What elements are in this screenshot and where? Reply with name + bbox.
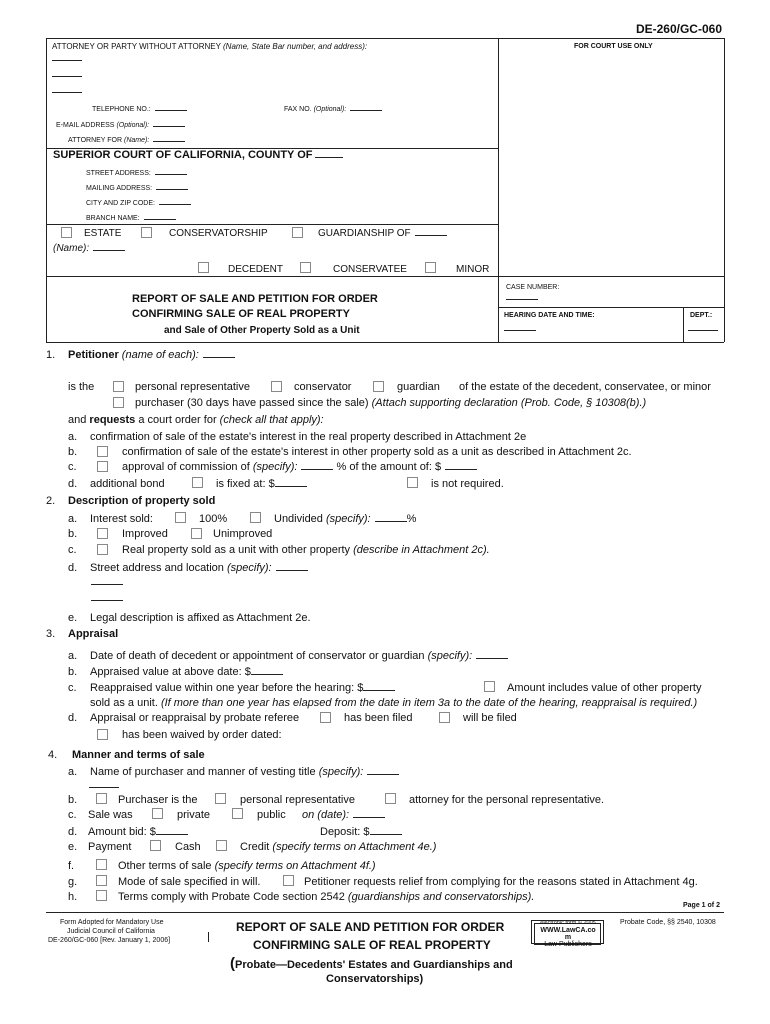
footer-probate-code: Probate Code, §§ 2540, 10308 bbox=[620, 919, 716, 926]
s1-d-not-checkbox[interactable] bbox=[407, 477, 418, 488]
court-use-label: FOR COURT USE ONLY bbox=[574, 43, 653, 50]
s1-conservator-label: conservator bbox=[294, 381, 352, 393]
form-title-line1: REPORT OF SALE AND PETITION FOR ORDER bbox=[132, 293, 378, 305]
city-zip-field[interactable]: CITY AND ZIP CODE: bbox=[86, 197, 191, 207]
s1-b-text: confirmation of sale of the estate's interest in other property sold as a unit as described in Attachment 2c. bbox=[122, 446, 632, 458]
s2-number: 2. bbox=[46, 495, 56, 507]
s4-b-text: Purchaser is the bbox=[118, 794, 198, 806]
s4-h-letter: h. bbox=[68, 891, 78, 903]
s2-improved-checkbox[interactable] bbox=[97, 528, 108, 539]
s4-g-checkbox[interactable] bbox=[96, 875, 107, 886]
s4-g-relief-checkbox[interactable] bbox=[283, 875, 294, 886]
s2-100-label: 100% bbox=[199, 513, 228, 525]
s4-b-attorney-checkbox[interactable] bbox=[385, 793, 396, 804]
case-number-label: CASE NUMBER: bbox=[506, 284, 560, 291]
s4-a-letter: a. bbox=[68, 766, 78, 778]
s1-petitioner-field[interactable]: Petitioner (name of each): bbox=[68, 349, 235, 361]
footer-title-line1: REPORT OF SALE AND PETITION FOR ORDER bbox=[236, 920, 505, 934]
form-title-line3: and Sale of Other Property Sold as a Unit bbox=[164, 325, 360, 336]
s4-e-cash-checkbox[interactable] bbox=[150, 840, 161, 851]
s2-e-text: Legal description is affixed as Attachment 2e. bbox=[90, 612, 311, 624]
s1-pr-checkbox[interactable] bbox=[113, 381, 124, 392]
s4-e-credit-label: Credit (specify terms on Attachment 4e.) bbox=[240, 841, 437, 853]
s2-undivided-field[interactable]: Undivided (specify): % bbox=[274, 513, 417, 525]
branch-name-field[interactable]: BRANCH NAME: bbox=[86, 212, 176, 222]
s4-d-letter: d. bbox=[68, 826, 78, 838]
decedent-checkbox[interactable] bbox=[198, 262, 209, 273]
attorney-for-field[interactable]: ATTORNEY FOR (Name): bbox=[68, 134, 185, 144]
court-title: SUPERIOR COURT OF CALIFORNIA, COUNTY OF bbox=[53, 149, 343, 161]
s4-c-text: Sale was bbox=[88, 809, 133, 821]
s3-c-note: sold as a unit. (If more than one year has elapsed from the date in item 3a to the date of the hearing, reappraisal is required.) bbox=[90, 697, 698, 709]
s3-d-will-checkbox[interactable] bbox=[439, 712, 450, 723]
s2-a-letter: a. bbox=[68, 513, 78, 525]
s3-b-letter: b. bbox=[68, 666, 78, 678]
s1-is-the: is the bbox=[68, 381, 95, 393]
s1-d-text: additional bond bbox=[90, 478, 165, 490]
s1-c-commission-field[interactable]: approval of commission of (specify): % of the amount of: $ bbox=[122, 461, 477, 473]
s4-g-letter: g. bbox=[68, 876, 78, 888]
s1-d-letter: d. bbox=[68, 478, 78, 490]
attorney-line-3[interactable] bbox=[52, 92, 82, 93]
form-number: DE-260/GC-060 bbox=[635, 22, 722, 36]
s3-c-field[interactable]: Reappraised value within one year before the hearing: $ bbox=[90, 682, 395, 694]
s3-d-waived-checkbox[interactable] bbox=[97, 729, 108, 740]
footer-title-line4: Conservatorships) bbox=[326, 973, 424, 985]
s4-b-pr-label: personal representative bbox=[240, 794, 355, 806]
s4-e-credit-checkbox[interactable] bbox=[216, 840, 227, 851]
guardianship-checkbox[interactable] bbox=[292, 227, 303, 238]
email-field[interactable]: E-MAIL ADDRESS (Optional): bbox=[56, 119, 185, 129]
s3-d-waived-label: has been waived by order dated: bbox=[122, 729, 282, 741]
s2-e-letter: e. bbox=[68, 612, 78, 624]
s1-of-estate: of the estate of the decedent, conservatee, or minor bbox=[459, 381, 711, 393]
s4-d-deposit-field[interactable]: Deposit: $ bbox=[320, 826, 402, 838]
s1-c-letter: c. bbox=[68, 461, 77, 473]
guardianship-label: GUARDIANSHIP OF bbox=[318, 228, 447, 239]
s3-c-includes-label: Amount includes value of other property bbox=[507, 682, 702, 694]
s2-b-letter: b. bbox=[68, 528, 78, 540]
conservatee-label: CONSERVATEE bbox=[333, 264, 407, 275]
mailing-address-field[interactable]: MAILING ADDRESS: bbox=[86, 182, 188, 192]
conservatorship-label: CONSERVATORSHIP bbox=[169, 228, 268, 239]
s3-c-letter: c. bbox=[68, 682, 77, 694]
s3-d-filed-label: has been filed bbox=[344, 712, 413, 724]
caption-bottom-border bbox=[46, 276, 724, 277]
s4-b-checkbox[interactable] bbox=[96, 793, 107, 804]
header-top-border bbox=[46, 38, 724, 39]
s2-d-letter: d. bbox=[68, 562, 78, 574]
s1-purchaser-checkbox[interactable] bbox=[113, 397, 124, 408]
estate-label: ESTATE bbox=[84, 228, 122, 239]
s2-d-line-2[interactable] bbox=[91, 584, 123, 585]
name-field[interactable]: (Name): bbox=[53, 243, 125, 254]
s2-undivided-checkbox[interactable] bbox=[250, 512, 261, 523]
s3-d-text: Appraisal or reappraisal by probate referee bbox=[90, 712, 300, 724]
s4-e-cash-label: Cash bbox=[175, 841, 201, 853]
case-number-input[interactable] bbox=[506, 299, 538, 300]
street-address-field[interactable]: STREET ADDRESS: bbox=[86, 167, 187, 177]
conservatee-checkbox[interactable] bbox=[300, 262, 311, 273]
attorney-label: ATTORNEY OR PARTY WITHOUT ATTORNEY (Name, State Bar number, and address): bbox=[52, 42, 368, 51]
s4-a-field[interactable]: Name of purchaser and manner of vesting title (specify): bbox=[90, 766, 399, 778]
case-number-bottom-border bbox=[498, 307, 724, 308]
s4-title: Manner and terms of sale bbox=[72, 749, 205, 761]
footer-top-border bbox=[46, 912, 724, 913]
conservatorship-checkbox[interactable] bbox=[141, 227, 152, 238]
s3-a-letter: a. bbox=[68, 650, 78, 662]
s4-e-text: Payment bbox=[88, 841, 132, 853]
s2-unimproved-label: Unimproved bbox=[213, 528, 273, 540]
s1-requests-line: and requests a court order for (check all that apply): bbox=[68, 414, 324, 426]
s3-title: Appraisal bbox=[68, 628, 119, 640]
s1-guardian-label: guardian bbox=[397, 381, 440, 393]
s1-guardian-checkbox[interactable] bbox=[373, 381, 384, 392]
form-title-line2: CONFIRMING SALE OF REAL PROPERTY bbox=[132, 308, 350, 320]
s4-f-text: Other terms of sale (specify terms on Attachment 4f.) bbox=[118, 860, 376, 872]
s1-b-checkbox[interactable] bbox=[97, 446, 108, 457]
footer-revision-bracket bbox=[208, 932, 209, 942]
s1-c-checkbox[interactable] bbox=[97, 461, 108, 472]
s3-number: 3. bbox=[46, 628, 56, 640]
s4-g-relief-text: Petitioner requests relief from complying for the reasons stated in Attachment 4g. bbox=[304, 876, 698, 888]
footer-council: Judicial Council of California bbox=[67, 928, 155, 935]
s2-c-letter: c. bbox=[68, 544, 77, 556]
hearing-input[interactable] bbox=[504, 330, 536, 331]
s4-c-date-field[interactable]: on (date): bbox=[302, 809, 385, 821]
s4-c-letter: c. bbox=[68, 809, 77, 821]
s1-purchaser-label: purchaser (30 days have passed since the sale) (Attach supporting declaration (Prob. Code, § 10308(b).) bbox=[135, 397, 647, 409]
s4-e-letter: e. bbox=[68, 841, 78, 853]
s4-c-private-label: private bbox=[177, 809, 211, 821]
attorney-line-1[interactable] bbox=[52, 60, 82, 61]
s4-number: 4. bbox=[48, 749, 58, 761]
s2-100-checkbox[interactable] bbox=[175, 512, 186, 523]
header-bottom-border bbox=[46, 342, 724, 343]
s2-title: Description of property sold bbox=[68, 495, 216, 507]
s4-b-attorney-label: attorney for the personal representative. bbox=[409, 794, 605, 806]
s1-a-letter: a. bbox=[68, 431, 78, 443]
attorney-line-2[interactable] bbox=[52, 76, 82, 77]
telephone-field[interactable]: TELEPHONE NO.: bbox=[92, 103, 187, 113]
s3-d-will-label: will be filed bbox=[463, 712, 517, 724]
s3-d-letter: d. bbox=[68, 712, 78, 724]
s3-c-includes-checkbox[interactable] bbox=[484, 681, 495, 692]
decedent-label: DECEDENT bbox=[228, 264, 284, 275]
s1-d-fixed-field[interactable]: is fixed at: $ bbox=[216, 478, 307, 490]
s1-d-not-label: is not required. bbox=[431, 478, 504, 490]
s4-d-bid-field[interactable]: Amount bid: $ bbox=[88, 826, 188, 838]
header-mid-border bbox=[498, 38, 499, 342]
fax-field[interactable]: FAX NO. (Optional): bbox=[284, 103, 382, 113]
s3-b-field[interactable]: Appraised value at above date: $ bbox=[90, 666, 283, 678]
s2-unimproved-checkbox[interactable] bbox=[191, 528, 202, 539]
s4-b-pr-checkbox[interactable] bbox=[215, 793, 226, 804]
s4-h-text: Terms comply with Probate Code section 2542 (guardianships and conservatorships). bbox=[118, 891, 535, 903]
minor-label: MINOR bbox=[456, 264, 490, 275]
s3-a-field[interactable]: Date of death of decedent or appointment of conservator or guardian (specify): bbox=[90, 650, 508, 662]
page-indicator: Page 1 of 2 bbox=[683, 902, 720, 909]
dept-label: DEPT.: bbox=[690, 312, 713, 319]
s1-pr-label: personal representative bbox=[135, 381, 250, 393]
s2-d-field[interactable]: Street address and location (specify): bbox=[90, 562, 308, 574]
dept-divider bbox=[683, 307, 684, 342]
publisher-stamp-text: electronic form © 2005 WWW.LawCA.co m Law Publishers bbox=[540, 920, 596, 948]
s4-f-letter: f. bbox=[68, 860, 75, 872]
s2-a-text: Interest sold: bbox=[90, 513, 153, 525]
s4-h-checkbox[interactable] bbox=[96, 890, 107, 901]
header-right-border bbox=[724, 38, 725, 342]
footer-title-line3: (Probate—Decedents' Estates and Guardianships and bbox=[230, 955, 513, 972]
hearing-label: HEARING DATE AND TIME: bbox=[504, 312, 595, 319]
s4-a-line-2[interactable] bbox=[89, 787, 119, 788]
s1-number: 1. bbox=[46, 349, 56, 361]
s1-conservator-checkbox[interactable] bbox=[271, 381, 282, 392]
estate-checkbox[interactable] bbox=[61, 227, 72, 238]
s4-c-private-checkbox[interactable] bbox=[152, 808, 163, 819]
s3-d-filed-checkbox[interactable] bbox=[320, 712, 331, 723]
s2-c-text: Real property sold as a unit with other property (describe in Attachment 2c). bbox=[122, 544, 490, 556]
s4-c-public-checkbox[interactable] bbox=[232, 808, 243, 819]
s2-c-checkbox[interactable] bbox=[97, 544, 108, 555]
footer-title-line2: CONFIRMING SALE OF REAL PROPERTY bbox=[253, 938, 491, 952]
s4-g-text: Mode of sale specified in will. bbox=[118, 876, 261, 888]
court-bottom-border bbox=[46, 224, 498, 225]
s2-d-line-3[interactable] bbox=[91, 600, 123, 601]
s4-f-checkbox[interactable] bbox=[96, 859, 107, 870]
s4-b-letter: b. bbox=[68, 794, 78, 806]
s1-a-text: confirmation of sale of the estate's interest in the real property described in Attachment 2e bbox=[90, 431, 527, 443]
footer-revision: DE-260/GC-060 [Rev. January 1, 2006] bbox=[48, 937, 171, 944]
s2-improved-label: Improved bbox=[122, 528, 168, 540]
s1-d-fixed-checkbox[interactable] bbox=[192, 477, 203, 488]
s1-b-letter: b. bbox=[68, 446, 78, 458]
footer-adopted: Form Adopted for Mandatory Use bbox=[60, 919, 164, 926]
minor-checkbox[interactable] bbox=[425, 262, 436, 273]
dept-input[interactable] bbox=[688, 330, 718, 331]
header-left-border bbox=[46, 38, 47, 342]
s4-c-public-label: public bbox=[257, 809, 286, 821]
